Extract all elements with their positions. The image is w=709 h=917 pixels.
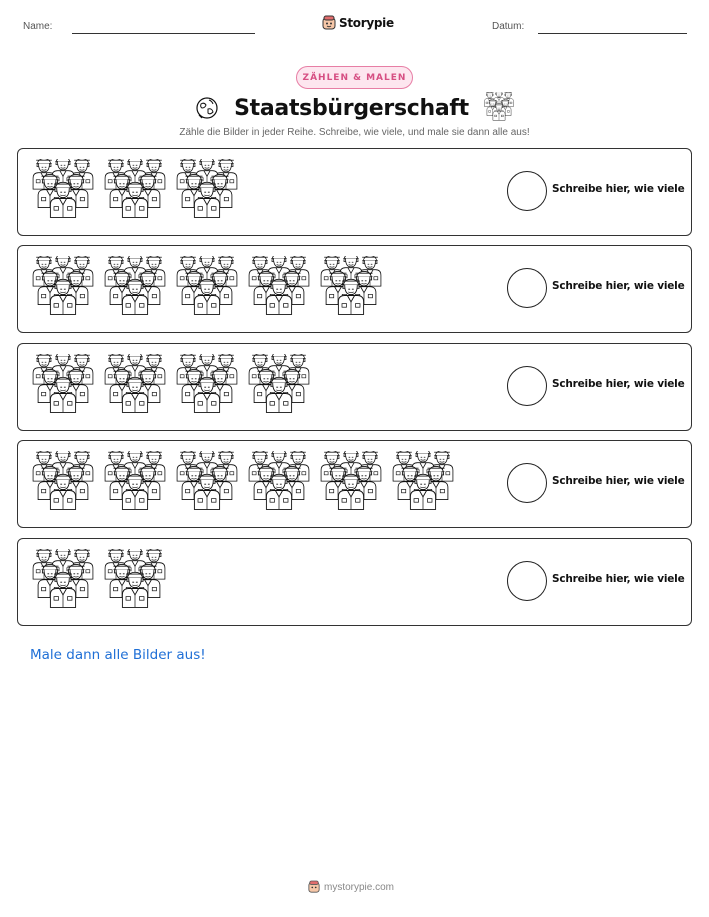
name-line[interactable] (72, 33, 255, 34)
citizens-group-icon[interactable] (176, 159, 238, 225)
storypie-mascot-icon (308, 880, 320, 894)
citizens-group-icon[interactable] (32, 549, 94, 615)
row-pictures (32, 451, 454, 517)
brand-logo (322, 14, 394, 32)
citizens-group-icon[interactable] (176, 354, 238, 420)
citizens-group-icon[interactable] (176, 451, 238, 517)
site-url: mystorypie.com (324, 881, 395, 893)
citizens-group-icon[interactable] (392, 451, 454, 517)
answer-circle[interactable] (507, 268, 547, 308)
counting-row (17, 343, 692, 431)
date-label: Datum: (492, 21, 525, 32)
row-pictures (32, 256, 382, 322)
counting-row (17, 148, 692, 236)
name-label: Name: (23, 21, 53, 32)
citizens-group-icon[interactable] (104, 549, 166, 615)
citizens-group-icon[interactable] (32, 256, 94, 322)
counting-row (17, 245, 692, 333)
site-footer (308, 880, 394, 894)
citizens-group-icon[interactable] (248, 451, 310, 517)
answer-label: Schreibe hier, wie viele (552, 573, 685, 585)
answer-label: Schreibe hier, wie viele (552, 475, 685, 487)
citizens-group-icon (483, 92, 515, 124)
citizens-group-icon[interactable] (248, 256, 310, 322)
answer-circle[interactable] (507, 463, 547, 503)
storypie-mascot-icon (322, 15, 336, 31)
citizens-group-icon[interactable] (248, 354, 310, 420)
answer-label: Schreibe hier, wie viele (552, 183, 685, 195)
row-pictures (32, 549, 166, 615)
row-pictures (32, 159, 238, 225)
category-badge: ZÄHLEN & MALEN (296, 66, 413, 89)
date-line[interactable] (538, 33, 687, 34)
instructions-text: Zähle die Bilder in jeder Reihe. Schreibe, wie viele, und male sie dann alle aus! (179, 127, 530, 138)
counting-row (17, 538, 692, 626)
citizens-group-icon[interactable] (320, 256, 382, 322)
citizens-group-icon[interactable] (104, 354, 166, 420)
citizens-group-icon[interactable] (32, 354, 94, 420)
citizens-group-icon[interactable] (32, 451, 94, 517)
citizens-group-icon[interactable] (32, 159, 94, 225)
citizens-group-icon[interactable] (104, 159, 166, 225)
globe-icon (194, 95, 220, 121)
citizens-group-icon[interactable] (320, 451, 382, 517)
citizens-group-icon[interactable] (104, 451, 166, 517)
coloring-instruction: Male dann alle Bilder aus! (30, 647, 206, 663)
answer-circle[interactable] (507, 171, 547, 211)
row-pictures (32, 354, 310, 420)
answer-circle[interactable] (507, 366, 547, 406)
answer-label: Schreibe hier, wie viele (552, 378, 685, 390)
title-row (0, 91, 709, 125)
citizens-group-icon[interactable] (104, 256, 166, 322)
page-title: Staatsbürgerschaft (234, 95, 469, 121)
citizens-group-icon[interactable] (176, 256, 238, 322)
answer-circle[interactable] (507, 561, 547, 601)
answer-label: Schreibe hier, wie viele (552, 280, 685, 292)
counting-row (17, 440, 692, 528)
brand-name: Storypie (339, 16, 394, 30)
